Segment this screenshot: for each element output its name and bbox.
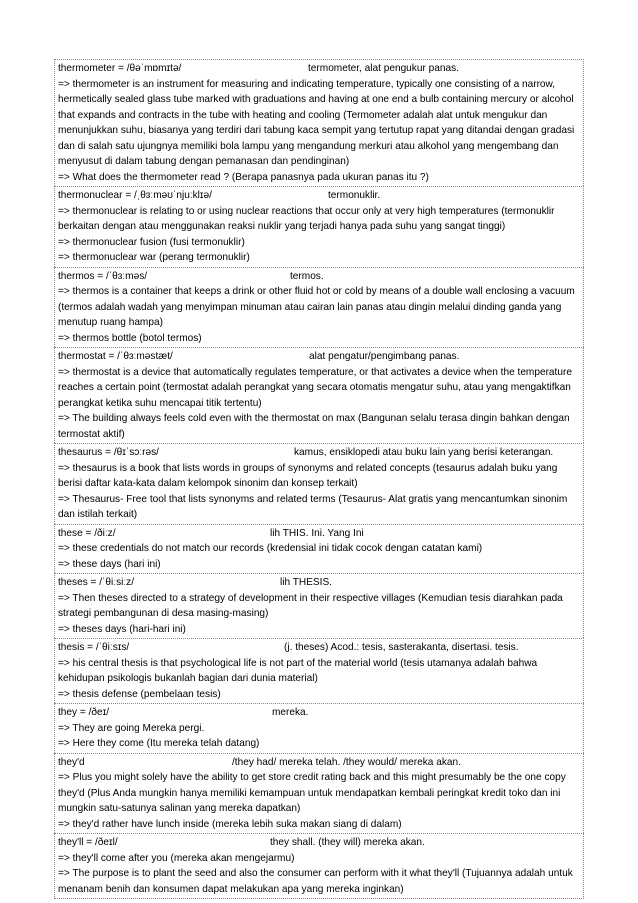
entry-headword: these = /ðiːz/ (58, 527, 116, 539)
example-line: => thermos is a container that keeps a drink or other fluid hot or cold by means of a double wall enclosing a vacuum (termos adalah wadah yang menyimpan minuman atau cairan lain panas atau dingin melalui dinding ganda yang menutup ruang hampa) (58, 286, 575, 328)
example-line: => What does the thermometer read ? (Berapa panasnya pada ukuran panas itu ?) (58, 171, 429, 183)
entry-meaning: /they had/ mereka telah. /they would/ mereka akan. (232, 756, 461, 768)
entry-meaning: (j. theses) Acod.: tesis, sasterakanta, disertasi. tesis. (284, 642, 519, 653)
entry-header (58, 349, 581, 365)
entry-headword: thermometer = /θəˈmɒmɪtə/ (58, 63, 182, 74)
dictionary-entry (54, 703, 584, 753)
example-line: => Then theses directed to a strategy of development in their respective villages (Kemudian tesis diarahkan pada strategi pembangunan di desa masing-masing) (58, 592, 563, 619)
example-line: => They are going Mereka pergi. (58, 722, 205, 734)
entry-headword: theses = /ˈθiːsiːz/ (58, 577, 135, 588)
example-line: => they'll come after you (mereka akan mengejarmu) (58, 852, 295, 864)
example-line: => these days (hari ini) (58, 558, 161, 570)
example-line: => thesis defense (pembelaan tesis) (58, 688, 221, 700)
dictionary-entry (54, 186, 584, 267)
entry-headword: thesaurus = /θɪˈsɔːrəs/ (58, 447, 159, 458)
example-line: => his central thesis is that psychological life is not part of the material world (tesis utamanya adalah bahwa kehidupan psikologis bukanlah bagian dari dunia material) (58, 657, 538, 684)
example-line: => Here they come (Itu mereka telah datang) (58, 738, 260, 749)
entry-meaning: termometer, alat pengukur panas. (308, 63, 459, 74)
entry-meaning: termonuklir. (328, 190, 381, 201)
dictionary-page (54, 59, 584, 899)
entry-header (58, 575, 581, 591)
entry-header (58, 445, 581, 461)
dictionary-entry (54, 443, 584, 524)
entry-header (58, 640, 581, 656)
example-line: => The building always feels cold even with the thermostat on max (Bangunan selalu terasa dingin bahkan dengan termostat aktif) (58, 413, 570, 440)
dictionary-entry (54, 833, 584, 899)
example-line: => thermonuclear is relating to or using nuclear reactions that occur only at very high temperatures (termonuklir berkaitan dengan atau menggunakan reaksi nuklir yang terjadi hanya pada suhu yang sangat tinggi) (58, 205, 555, 232)
entry-list (54, 59, 584, 899)
entry-meaning: alat pengatur/pengimbang panas. (309, 351, 460, 362)
entry-header (58, 835, 581, 851)
entry-headword: they'd (58, 756, 85, 768)
entry-meaning: lih THIS. Ini. Yang Ini (270, 527, 364, 539)
example-line: => thermonuclear war (perang termonuklir) (58, 252, 250, 263)
dictionary-entry (54, 347, 584, 443)
entry-meaning: mereka. (272, 707, 309, 718)
entry-header (58, 61, 581, 77)
example-line: => thermos bottle (botol termos) (58, 332, 202, 344)
entry-headword: they = /ðeɪ/ (58, 707, 110, 718)
dictionary-entry (54, 638, 584, 703)
example-line: => they'd rather have lunch inside (mereka lebih suka makan siang di dalam) (58, 818, 402, 830)
entry-header (58, 705, 581, 721)
entry-headword: thermos = /ˈθɜːməs/ (58, 270, 148, 282)
entry-headword: thermostat = /ˈθɜːməstæt/ (58, 351, 173, 362)
entry-meaning: termos. (290, 270, 324, 282)
dictionary-entry (54, 573, 584, 638)
example-line: => thesaurus is a book that lists words in groups of synonyms and related concepts (tesaurus adalah buku yang berisi daftar kata-kata dalam kelompok sinonim dan konsep terkait) (58, 462, 558, 489)
entry-meaning: lih THESIS. (280, 577, 332, 588)
dictionary-entry (54, 267, 584, 348)
entry-meaning: kamus, ensiklopedi atau buku lain yang berisi keterangan. (294, 447, 554, 458)
entry-header (58, 526, 581, 542)
entry-headword: thesis = /ˈθiːsɪs/ (58, 642, 130, 653)
entry-headword: they'll = /ðeɪl/ (58, 837, 118, 848)
example-line: => Thesaurus- Free tool that lists synonyms and related terms (Tesaurus- Alat gratis yang mencantumkan sinonim dan istilah terkait) (58, 493, 568, 520)
example-line: => thermometer is an instrument for measuring and indicating temperature, typically one consisting of a narrow, hermetically sealed glass tube marked with graduations and having at one end a bulb containing mercury or alcohol that expands and contracts in the tube with heating and cooling (Termometer adalah alat untuk mengukur dan menunjukkan suhu, biasanya yang terdiri dari tabung kaca sempit yang tertutup rapat yang ditandai dengan gradasi dan di salah satu ujungnya memiliki bola lampu yang mengandung merkuri atau alkohol yang mengembang dan menyusut di dalam tabung dengan pemanasan dan pendinginan) (58, 78, 575, 167)
example-line: => Plus you might solely have the ability to get store credit rating back and this might presumably be the one copy they'd (Plus Anda mungkin hanya memiliki kemampuan untuk mendapatkan kembali peringkat kredit toko dan ini mungkin satu-satunya salinan yang mereka dapatkan) (58, 772, 566, 814)
example-line: => thermonuclear fusion (fusi termonuklir) (58, 236, 245, 248)
example-line: => thermostat is a device that automatically regulates temperature, or that activates a device when the temperature reaches a certain point (termostat adalah perangkat yang secara otomatis mengatur suhu, atau yang mengaktifkan perangkat ketika suhu mencapai titik tertentu) (58, 366, 572, 409)
entry-header (58, 755, 581, 771)
dictionary-entry (54, 524, 584, 574)
entry-header (58, 188, 581, 204)
entry-header (58, 269, 581, 285)
dictionary-entry (54, 753, 584, 834)
entry-meaning: they shall. (they will) mereka akan. (270, 837, 425, 848)
entry-headword: thermonuclear = /ˌθɜːməʊˈnjuːklɪə/ (58, 190, 212, 201)
example-line: => these credentials do not match our records (kredensial ini tidak cocok dengan catatan kami) (58, 543, 483, 554)
example-line: => The purpose is to plant the seed and also the consumer can perform with it what they'll (Tujuannya adalah untuk menanam benih dan konsumen dapat melakukan apa yang mereka inginkan) (58, 868, 573, 895)
dictionary-entry (54, 59, 584, 186)
example-line: => theses days (hari-hari ini) (58, 623, 186, 635)
